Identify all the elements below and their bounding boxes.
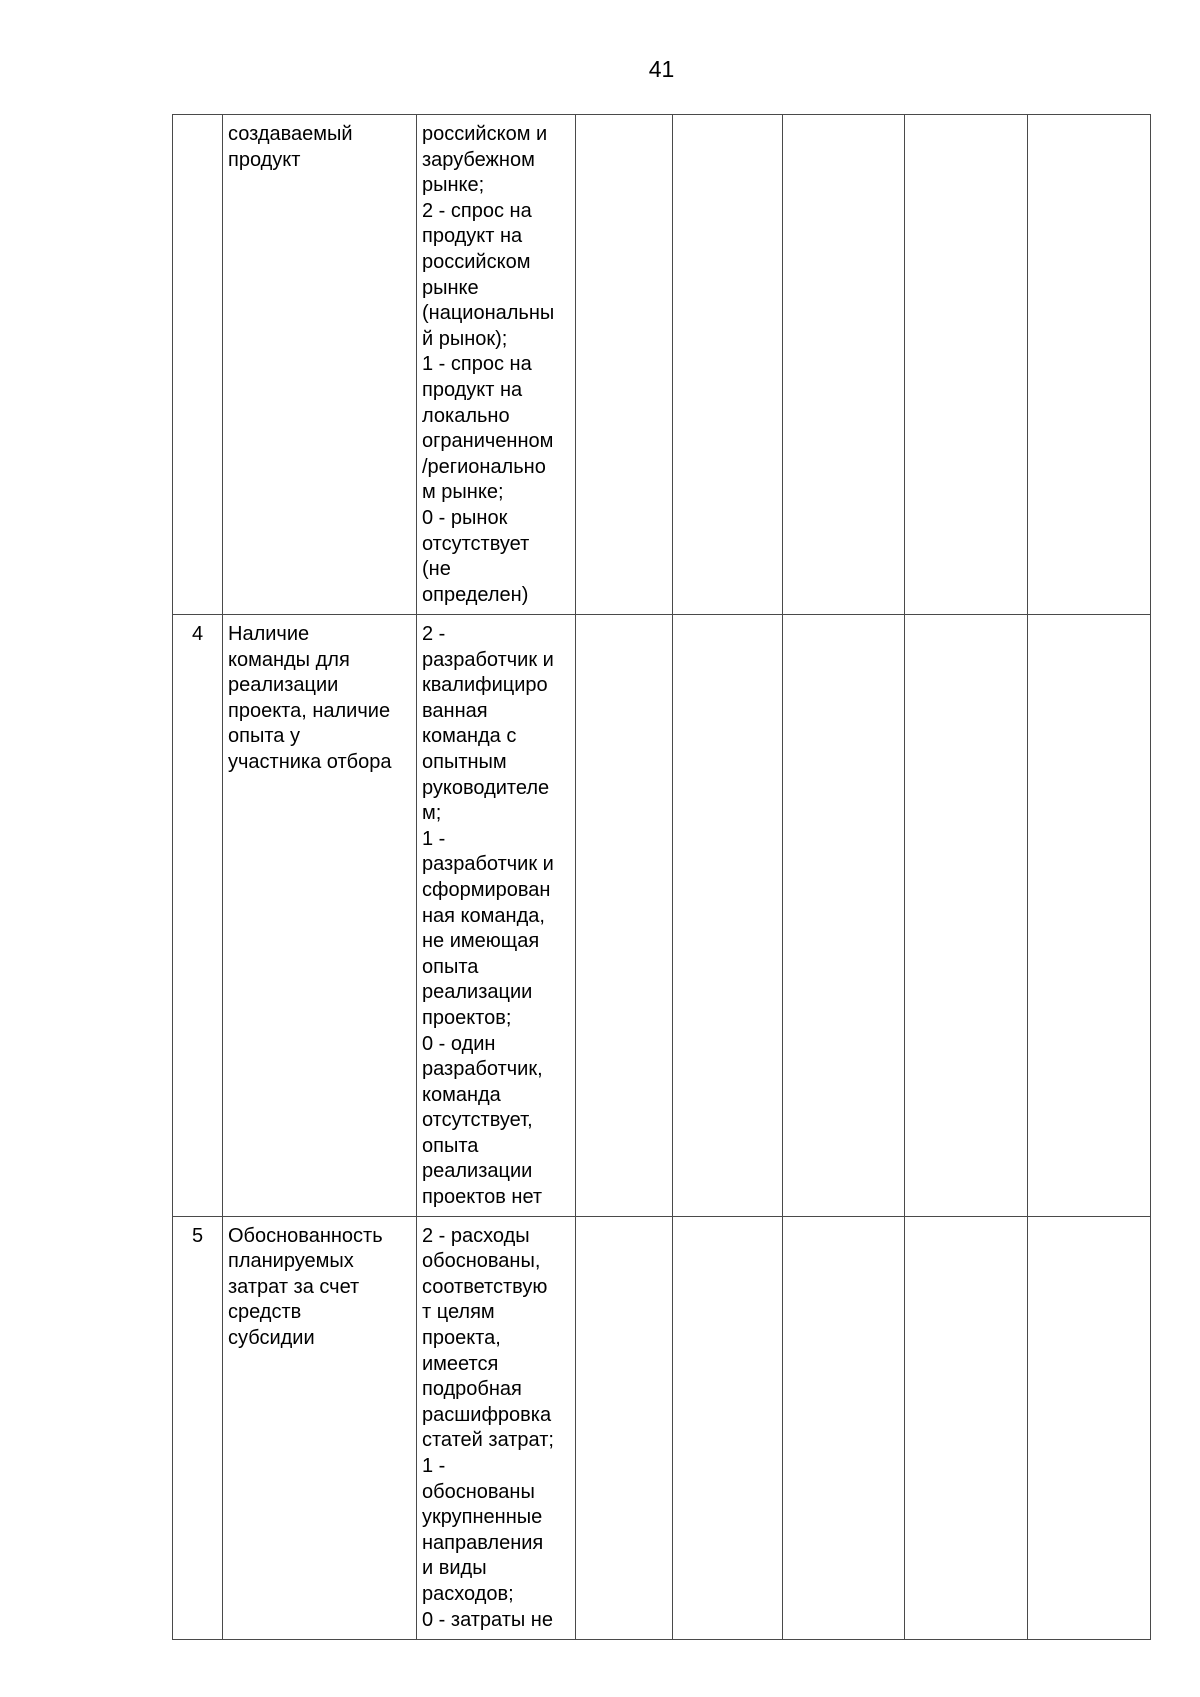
table-row	[173, 115, 1151, 615]
table-row	[173, 615, 1151, 1217]
empty-cell	[673, 615, 783, 1217]
scale-cell: 2 - расходы обоснованы, соответствую т целям проекта, имеется подробная расшифровка статей затрат; 1 - обоснованы укрупненные направления и виды расходов; 0 - затраты не	[417, 1216, 576, 1639]
criteria-table	[172, 114, 1151, 1640]
criterion-cell: Наличие команды для реализации проекта, наличие опыта у участника отбора	[223, 615, 417, 1217]
row-number-cell: 5	[173, 1216, 223, 1639]
table-row	[173, 1216, 1151, 1639]
page-number: 41	[648, 56, 675, 82]
criterion-cell: создаваемый продукт	[223, 115, 417, 615]
empty-cell	[905, 615, 1028, 1217]
empty-cell	[1028, 615, 1151, 1217]
empty-cell	[673, 115, 783, 615]
empty-cell	[576, 615, 673, 1217]
empty-cell	[905, 115, 1028, 615]
row-number-cell: 4	[173, 615, 223, 1217]
empty-cell	[783, 115, 905, 615]
row-number-cell	[173, 115, 223, 615]
scale-cell: российском и зарубежном рынке; 2 - спрос на продукт на российском рынке (национальны й рынок); 1 - спрос на продукт на локально ограниченном /регионально м рынке; 0 - рынок отсутствует (не определен)	[417, 115, 576, 615]
empty-cell	[576, 1216, 673, 1639]
criterion-cell: Обоснованность планируемых затрат за счет средств субсидии	[223, 1216, 417, 1639]
empty-cell	[905, 1216, 1028, 1639]
empty-cell	[673, 1216, 783, 1639]
empty-cell	[576, 115, 673, 615]
empty-cell	[783, 615, 905, 1217]
empty-cell	[1028, 115, 1151, 615]
empty-cell	[1028, 1216, 1151, 1639]
empty-cell	[783, 1216, 905, 1639]
scale-cell: 2 - разработчик и квалифициро ванная команда с опытным руководителе м; 1 - разработчик и сформирован ная команда, не имеющая опыта реализации проектов; 0 - один разработчик, команда отсутствует, опыта реализации проектов нет	[417, 615, 576, 1217]
